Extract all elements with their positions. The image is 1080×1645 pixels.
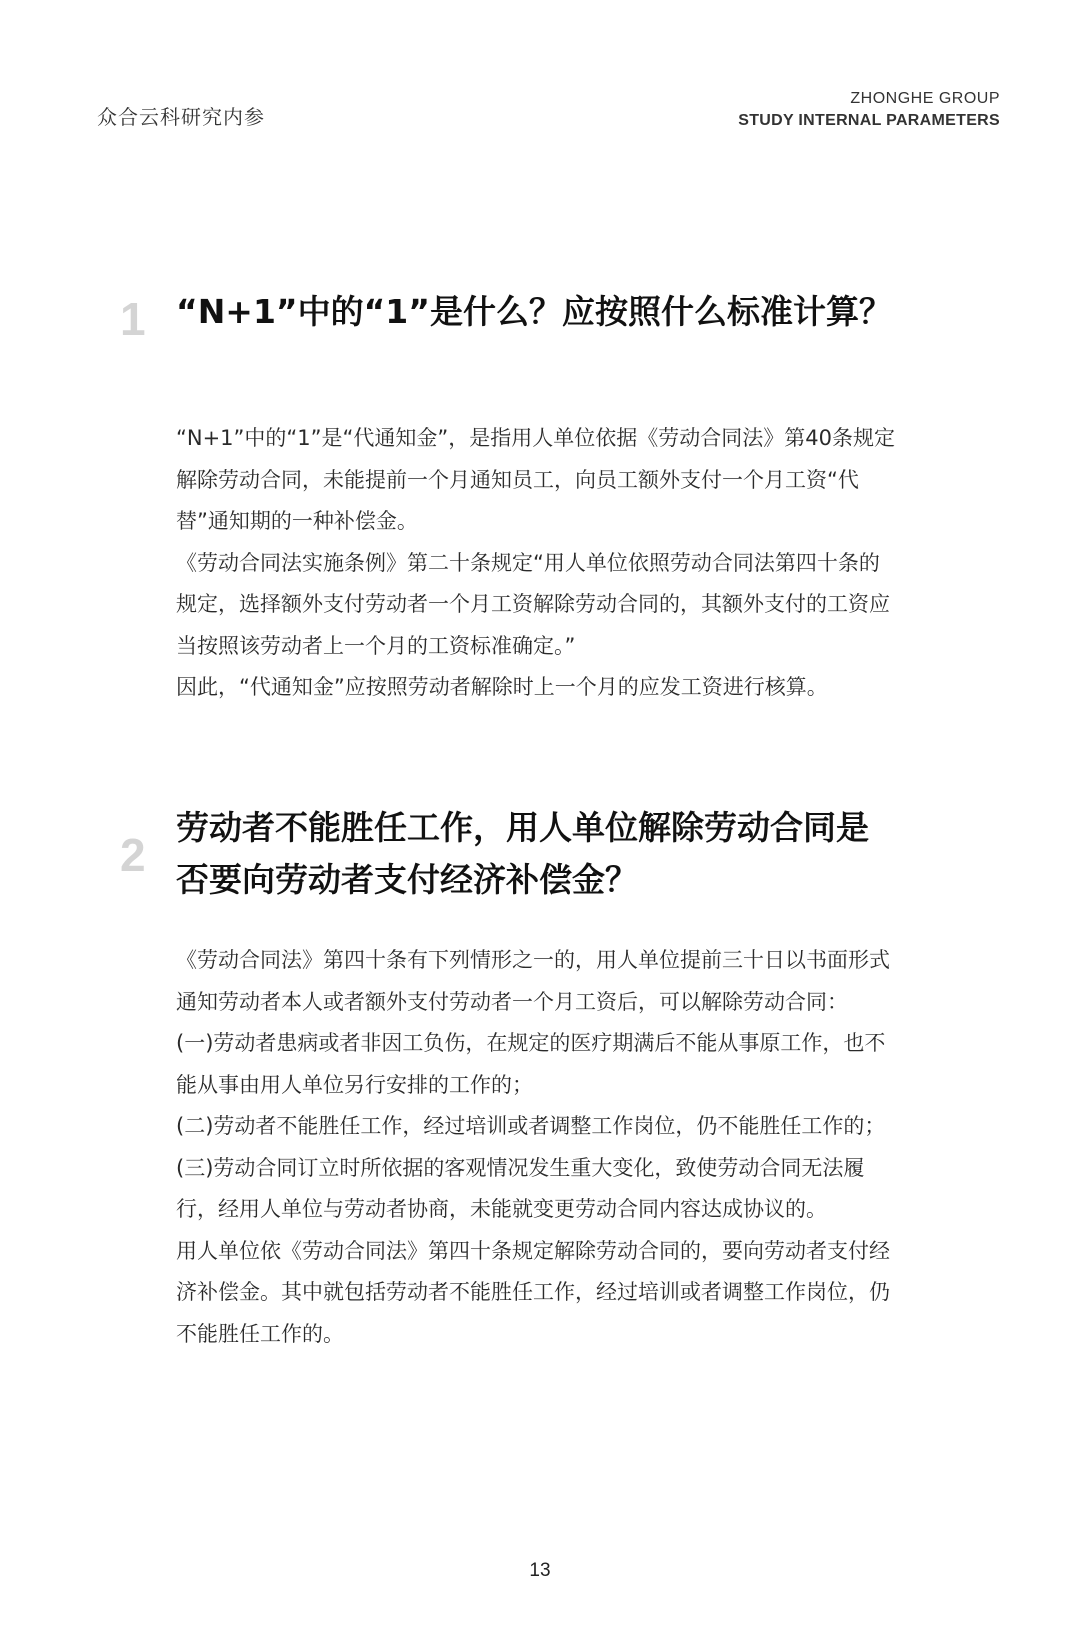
body-paragraph: “N+1”中的“1”是“代通知金”，是指用人单位依据《劳动合同法》第40条规定解除劳动合同，未能提前一个月通知员工，向员工额外支付一个月工资“代替”通知期的一种补偿金。 [176,426,896,533]
publication-title: 众合云科研究内参 [97,105,265,129]
list-item: (三)劳动合同订立时所依据的客观情况发生重大变化，致使劳动合同无法履行，经用人单位与劳动者协商，未能就变更劳动合同内容达成协议的。 [176,1155,865,1221]
list-item: (二)劳动者不能胜任工作，经过培训或者调整工作岗位，仍不能胜任工作的； [176,1114,886,1138]
section-number: 2 [120,829,146,881]
section-title: “N+1”中的“1”是什么？应按照什么标准计算？ [176,292,892,331]
section-title: 劳动者不能胜任工作，用人单位解除劳动合同是否要向劳动者支付经济补偿金？ [176,808,869,899]
list-item: (一)劳动者患病或者非因工负伤，在规定的医疗期满后不能从事原工作，也不能从事由用人单位另行安排的工作的； [176,1031,886,1097]
group-subtitle: STUDY INTERNAL PARAMETERS [738,112,1000,129]
body-paragraph: 因此，“代通知金”应按照劳动者解除时上一个月的应发工资进行核算。 [176,675,828,699]
group-name: ZHONGHE GROUP [850,90,1000,107]
page-number: 13 [529,1560,551,1581]
section-number: 1 [120,293,146,345]
group-name-block [738,88,1000,132]
body-paragraph: 用人单位依《劳动合同法》第四十条规定解除劳动合同的，要向劳动者支付经济补偿金。其中就包括劳动者不能胜任工作，经过培训或者调整工作岗位，仍不能胜任工作的。 [176,1238,890,1346]
body-paragraph: 《劳动合同法实施条例》第二十条规定“用人单位依照劳动合同法第四十条的规定，选择额外支付劳动者一个月工资解除劳动合同的，其额外支付的工资应当按照该劳动者上一个月的工资标准确定。” [176,550,890,658]
section-body [176,940,901,1355]
section-body [176,418,896,709]
body-paragraph: 《劳动合同法》第四十条有下列情形之一的，用人单位提前三十日以书面形式通知劳动者本人或者额外支付劳动者一个月工资后，可以解除劳动合同： [176,948,890,1014]
